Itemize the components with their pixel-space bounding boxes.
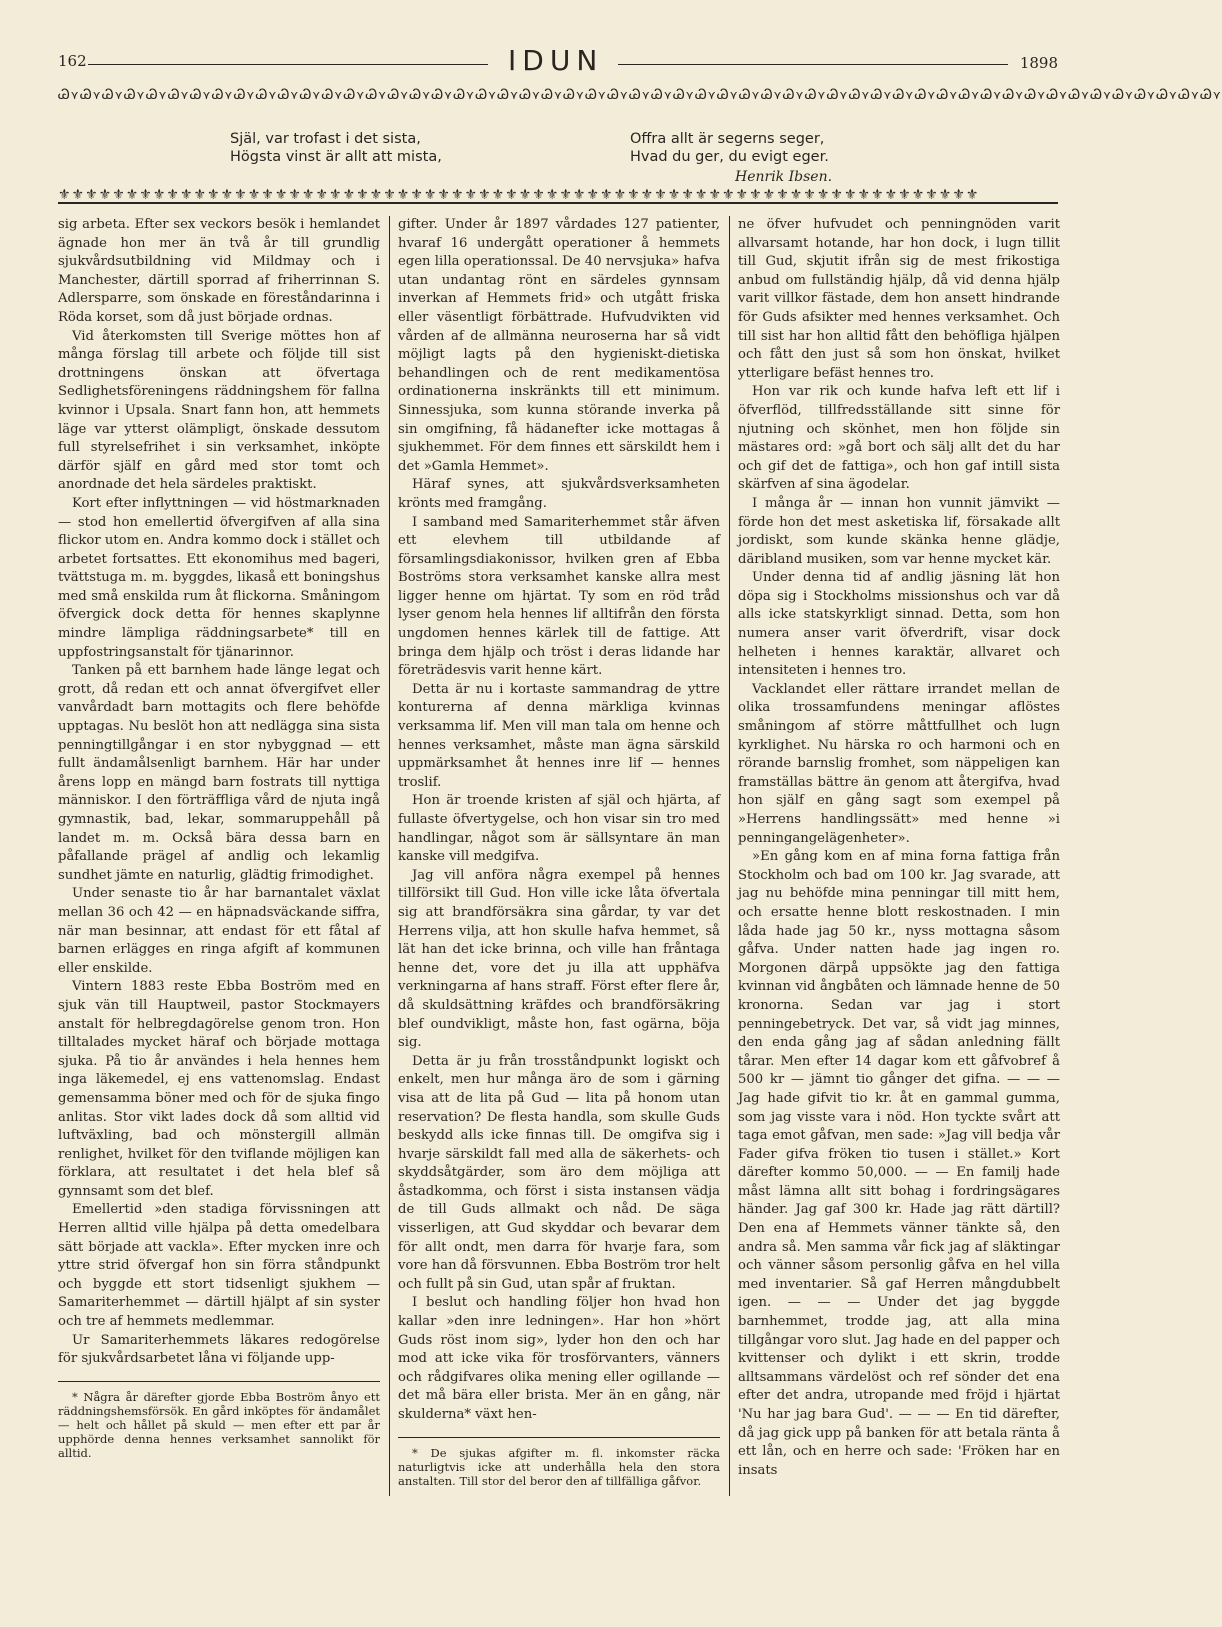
paragraph: Vacklandet eller rättare irrandet mellan de olika trossamfundens meningar aflöstes småningom af större måttfullhet och lugn kyrklighet. Nu härska ro och harmoni och en rörande barnslig fromhet, som näppeligen kan framställas bättre än genom att återgifva, hvad hon själf en gång sagt som exempel på »Herrens handlingssätt» med henne »i penningangelägenheter». xyxy=(738,681,1060,846)
paragraph: Vintern 1883 reste Ebba Boström med en sjuk vän till Hauptweil, pastor Stockmayers anstalt för helbregdagörelse genom tron. Hon tilltalades mycket häraf och började mottaga sjuka. På tio år användes i hela hennes hem inga läkemedel, ej ens vattenomslag. Endast gemensamma böner med och för de sjuka fingo anlitas. Stor vikt lades dock då som alltid vid luftväxling, bad och mönstergill allmän renlighet, hvilket för den tviflande möjligen kan förklara, att resultatet i det hela blef så gynnsamt som det blef. xyxy=(58,979,380,1199)
paragraph: I beslut och handling följer hon hvad hon kallar »den inre ledningen». Har hon »hört Guds röst inom sig», lyder hon den och har mod att icke vika för trosförvanters, vänners och rådgifvares olika mening eller ogillande — det må bära eller brista. Mer än en gång, när skulderna* växt hen- xyxy=(398,1295,720,1422)
paragraph: Ur Samariterhemmets läkares redogörelse för sjukvårdsarbetet låna vi följande upp- xyxy=(58,1332,380,1367)
paragraph: Vid återkomsten till Sverige möttes hon af många förslag till arbete och följde till sist drottningens önskan att öfvertaga Sedlighetsföreningens räddningshem för fallna kvinnor i Upsala. Snart fann hon, att hemmets läge var ytterst olämpligt, önskade dessutom full styrelsefrihet i sin verksamhet, inköpte därför själf en gård med stor tomt och anordnade det hela särdeles praktiskt. xyxy=(58,328,380,493)
paragraph: Hon är troende kristen af själ och hjärta, af fullaste öfvertygelse, och hon visar sin tro med handlingar, något som är sällsyntare än man kanske vill medgifva. xyxy=(398,793,720,865)
ornament-border-top: Ꮚ⋎Ꮚ⋎Ꮚ⋎Ꮚ⋎Ꮚ⋎Ꮚ⋎Ꮚ⋎Ꮚ⋎Ꮚ⋎Ꮚ⋎Ꮚ⋎Ꮚ⋎Ꮚ⋎Ꮚ⋎Ꮚ⋎Ꮚ⋎Ꮚ⋎Ꮚ⋎Ꮚ⋎Ꮚ⋎Ꮚ⋎Ꮚ⋎Ꮚ⋎Ꮚ⋎Ꮚ⋎Ꮚ⋎Ꮚ⋎Ꮚ⋎Ꮚ⋎Ꮚ⋎Ꮚ⋎Ꮚ⋎Ꮚ⋎Ꮚ⋎Ꮚ⋎Ꮚ⋎Ꮚ⋎Ꮚ⋎Ꮚ⋎Ꮚ⋎Ꮚ⋎Ꮚ⋎Ꮚ⋎Ꮚ⋎Ꮚ⋎Ꮚ⋎Ꮚ⋎Ꮚ⋎Ꮚ⋎Ꮚ⋎Ꮚ⋎Ꮚ⋎Ꮚ⋎ xyxy=(58,87,1222,103)
poem-line: Själ, var trofast i det sista, xyxy=(230,131,421,147)
poem-author: Henrik Ibsen. xyxy=(735,169,833,185)
page-number: 162 xyxy=(58,52,87,70)
poem-line: Hvad du ger, du evigt eger. xyxy=(630,149,829,165)
paragraph: ne öfver hufvudet och penningnöden varit allvarsamt hotande, har hon dock, i lugn tillit till Gud, skjutit ifrån sig de mest frikostiga anbud om fullständig hjälp, då vid denna hjälp varit villkor fästade, dem hon ansett hindrande för Guds afsikter med hennes verksamhet. Och till sist har hon alltid fått den behöfliga hjälpen och fått den just så som hon önskat, hvilket ytterligare befäst hennes tro. xyxy=(738,217,1060,381)
poem-left xyxy=(230,130,442,166)
paragraph: Detta är ju från trosståndpunkt logiskt och enkelt, men hur många äro de som i gärning visa att de lita på Gud — lita på honom utan reservation? De flesta handla, som skulle Guds beskydd alls icke finnas till. De omgifva sig i hvarje särskildt fall med alla de säkerhets- och skyddsåtgärder, som äro dem möjliga att åstadkomma, och först i sista instansen vädja de till Guds allmakt och nåd. De säga visserligen, att Gud skyddar och bevarar dem för allt ondt, men darra för hvarje fara, som vore han då försvunnen. Ebba Boström tror helt och fullt på sin Gud, utan spår af fruktan. xyxy=(398,1053,720,1292)
column-divider xyxy=(729,216,730,1496)
paragraph: Jag vill anföra några exempel på hennes tillförsikt till Gud. Hon ville icke låta öfvertala sig att brandförsäkra sina gårdar, ty var det Herrens vilja, att hon skulle hafva hemmet, så lät han det icke brinna, och ville han fråntaga henne det, vore det ju illa att upphäfva verkningarna af hans straff. Först efter flere år, då skuldsättning kräfdes och brandförsäkring blef oundvikligt, måste hon, fast ogärna, böja sig. xyxy=(398,867,720,1051)
paragraph: I många år — innan hon vunnit jämvikt — förde hon det mest asketiska lif, försakade allt jordiskt, som kunde skänka henne glädje, däribland musiken, som var henne mycket kär. xyxy=(738,495,1060,567)
column-divider xyxy=(389,216,390,1496)
header-rule-left xyxy=(88,64,488,65)
header-rule-right xyxy=(618,64,1008,65)
ornament-border-bottom: ⚜⚜⚜⚜⚜⚜⚜⚜⚜⚜⚜⚜⚜⚜⚜⚜⚜⚜⚜⚜⚜⚜⚜⚜⚜⚜⚜⚜⚜⚜⚜⚜⚜⚜⚜⚜⚜⚜⚜⚜⚜⚜⚜⚜⚜⚜⚜⚜⚜⚜⚜⚜⚜⚜⚜⚜⚜⚜⚜⚜⚜⚜⚜⚜⚜⚜⚜⚜ xyxy=(58,188,1058,204)
paragraph: Tanken på ett barnhem hade länge legat och grott, då redan ett och annat öfvergifvet eller vanvårdadt barn mottagits och flere behöfde upptagas. Nu beslöt hon att nedlägga sina sista penningtillgångar i en stor nybyggnad — ett fullt ändamålsenligt barnhem. Här har under årens lopp en mängd barn fostrats till nyttiga människor. I den förträffliga vård de njuta ingå gymnastik, bad, lekar, sommaruppehåll på landet m. m. Också bära dessa barn en påfallande prägel af andlig och lekamlig sundhet jämte en naturlig, glädtig frimodighet. xyxy=(58,663,380,883)
footnote xyxy=(398,1437,720,1488)
footnote-text: * Några år därefter gjorde Ebba Boström ånyo ett räddningshemsförsök. En gård inköptes för ändamålet — helt och hållet på skuld — men efter ett par år upphörde denna hennes verksamhet sannolikt för alltid. xyxy=(58,1389,380,1460)
poem-right xyxy=(630,130,832,186)
page-header xyxy=(58,44,1058,78)
footnote-text: * De sjukas afgifter m. fl. inkomster räcka naturligtvis icke att underhålla hela den stora anstalten. Till stor del beror den af tillfälliga gåfvor. xyxy=(398,1445,720,1488)
paragraph: sig arbeta. Efter sex veckors besök i hemlandet ägnade hon mer än två år till grundlig sjukvårdsutbildning vid Mildmay och i Manchester, därtill sporrad af friherrinnan S. Adlersparre, som önskade en föreståndarinna i Röda korset, som då just började ordnas. xyxy=(58,217,380,325)
paragraph: »En gång kom en af mina forna fattiga från Stockholm och bad om 100 kr. Jag svarade, att jag nu behöfde mina penningar till mitt hem, och ersatte henne blott reskostnaden. I min låda hade jag 50 kr., nyss mottagna såsom gåfva. Under natten hade jag ingen ro. Morgonen därpå uppsökte jag den fattiga kvinnan vid ångbåten och lämnade henne de 50 kronorna. Sedan var jag i stort penningebetryck. Det var, så vidt jag minnes, den enda gång jag af sådan anledning fällt tårar. Men efter 14 dagar kom ett gåfvobref å 500 kr — jämnt tio gånger det gifna. — — — Jag hade gifvit tio kr. åt en gammal gumma, som jag visste vara i nöd. Hon tyckte svårt att taga emot gåfvan, men sade: »Jag vill bedja vår Fader gifva fröken tio tusen i stället.» Kort därefter kommo 50,000. — — En familj hade måst lämna allt sitt bohag i fordringsägares händer. Jag gaf 300 kr. Hade jag rätt därtill? Den ena af Hemmets vänner tänkte så, den andra så. Men samma vår fick jag af släktingar och vänner såsom personlig gåfva en hel villa med inventarier. Så gaf Herren mångdubbelt igen. — — — Under det jag byggde barnhemmet, trodde jag, att alla mina tillgångar voro slut. Jag hade en del papper och kvittenser och dylikt i ett skrin, trodde alltsammans värdelöst och ref sönder det ena efter det andra, utropande med fröjd i hjärtat 'Nu har jag bara Gud'. — — — En tid därefter, då jag gick upp på banken för att betala ränta å ett lån, och en herre och sade: 'Fröken har en insats xyxy=(738,849,1060,1478)
poem-line: Högsta vinst är allt att mista, xyxy=(230,149,442,165)
text-column-1 xyxy=(58,216,380,1460)
paragraph: Häraf synes, att sjukvårdsverksamheten krönts med framgång. xyxy=(398,477,720,511)
paragraph: Emellertid »den stadiga förvissningen att Herren alltid ville hjälpa på detta omedelbara sätt började att vackla». Efter mycken inre och yttre strid öfvergaf hon sin förra ståndpunkt och byggde ett stort tidsenligt sjukhem — Samariterhemmet — därtill hjälpt af sin syster och tre af hemmets medlemmar. xyxy=(58,1202,380,1330)
text-column-3 xyxy=(738,216,1060,1480)
poem-line: Offra allt är segerns seger, xyxy=(630,131,825,147)
paragraph: Kort efter inflyttningen — vid höstmarknaden — stod hon emellertid öfvergifven af alla sina flickor utom en. Andra kommo dock i stället och arbetet fortsattes. Ett ekonomihus med bageri, tvättstuga m. m. byggdes, likaså ett boningshus med små enskilda rum åt flickorna. Småningom öfvergick dock detta för hennes skaplynne mindre lämpliga räddningsarbete* till en uppfostringsanstalt för tjänarinnor. xyxy=(58,495,380,660)
magazine-title: IDUN xyxy=(508,44,604,77)
paragraph: I samband med Samariterhemmet står äfven ett elevhem till utbildande af församlingsdiakonissor, hvilken gren af Ebba Boströms stora verksamhet kanske allra mest ligger henne om hjärtat. Ty som en röd tråd lyser genom hela hennes lif alltifrån den första ungdomen hennes kärlek till de fattige. Att bringa dem hjälp och tröst i deras lidande har företrädesvis varit henne kärt. xyxy=(398,514,720,679)
paragraph: gifter. Under år 1897 vårdades 127 patienter, hvaraf 16 undergått operationer å hemmets egen lilla operationssal. De 40 nervsjuka» hafva utan undantag rönt en särdeles gynnsam inverkan af Hemmets frid» och utgått friska eller väsentligt förbättrade. Hufvudvikten vid vården af de allmänna neuroserna har så vidt möjligt lagts på den hygieniskt-dietiska behandlingen och de rent medikamentösa ordinationerna inskränkts till ett minimum. Sinnessjuka, som kunna störande inverka på sin omgifning, få hädanefter icke mottagas å sjukhemmet. För dem finnes ett särskildt hem i det »Gamla Hemmet». xyxy=(398,217,720,474)
paragraph: Under senaste tio år har barnantalet växlat mellan 36 och 42 — en häpnadsväckande siffra, när man besinnar, att endast för ett fåtal af barnen erlägges en ringa afgift af kommunen eller enskilde. xyxy=(58,886,380,976)
footnote xyxy=(58,1381,380,1460)
paragraph: Under denna tid af andlig jäsning lät hon döpa sig i Stockholms missionshus och var då alls icke statskyrkligt sinnad. Detta, som hon numera anser varit öfverdrift, visar dock helheten i hennes karaktär, allvaret och intensiteten i hennes tro. xyxy=(738,570,1060,679)
paragraph: Hon var rik och kunde hafva left ett lif i öfverflöd, tillfredsställande sitt sinne för njutning och skönhet, men hon följde sin mästares ord: »gå bort och sälj allt det du har och gif det de fattiga», och hon gaf intill sista skärfven af sina ägodelar. xyxy=(738,384,1060,493)
text-column-2 xyxy=(398,216,720,1488)
paragraph: Detta är nu i kortaste sammandrag de yttre konturerna af denna märkliga kvinnas verksamma lif. Men vill man tala om henne och hennes verksamhet, måste man ägna särskild uppmärksamhet åt hennes inre lif — hennes troslif. xyxy=(398,681,720,790)
year: 1898 xyxy=(1019,54,1058,72)
